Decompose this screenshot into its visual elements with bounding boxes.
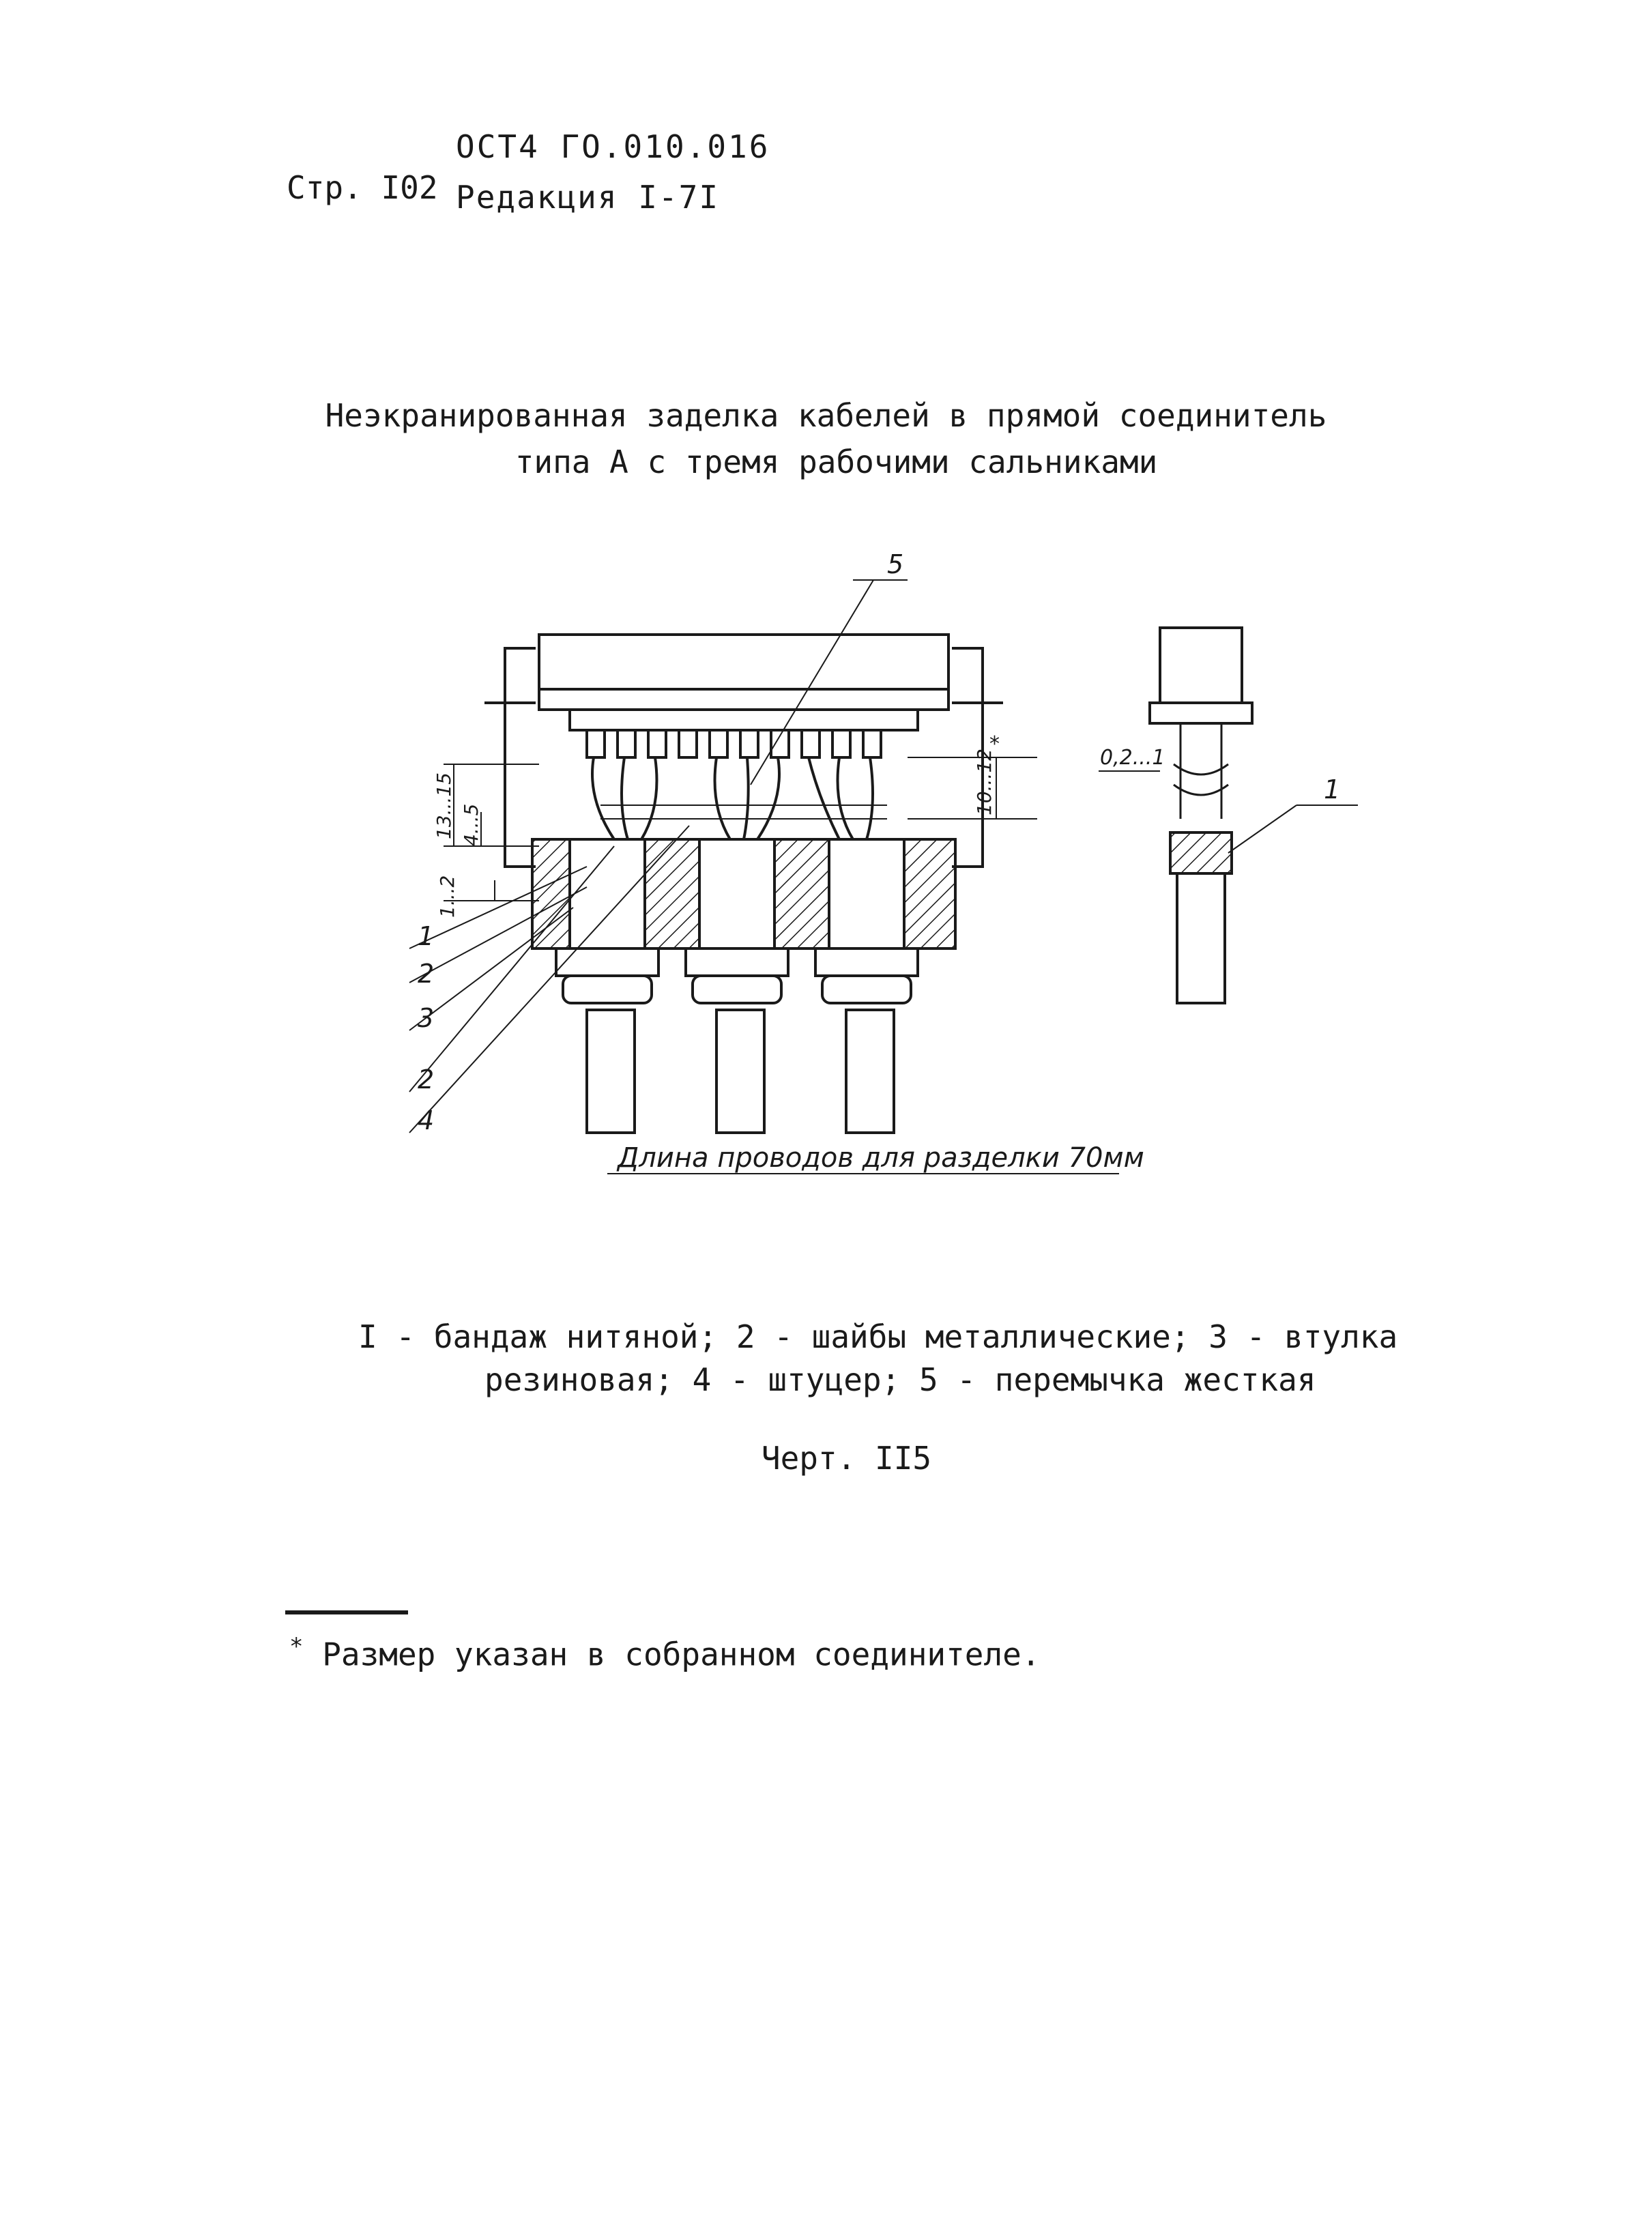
dimension-13-15: 13...15 [433,772,455,839]
callout-2-upper: 2 [418,959,435,989]
footnote-text: Размер указан в собранном соединителе. [322,1636,1041,1673]
callout-2-lower: 2 [418,1064,435,1095]
gland-middle [686,839,788,1133]
callout-1: 1 [418,921,435,951]
dimension-0-2-1: 0,2...1 [1100,746,1165,770]
dimension-10-12: 10...12 [973,749,996,815]
legend-line-2: резиновая; 4 - штуцер; 5 - перемычка жесткая [484,1361,1316,1398]
gland-right [815,839,918,1133]
footnote-rule [285,1610,408,1614]
wire-length-note: Длина проводов для разделки 70мм [618,1142,1144,1174]
footnote [289,1633,1041,1672]
left-bracket [505,648,536,867]
dimension-4-5: 4...5 [460,803,482,846]
side-view-housing [1160,628,1242,703]
gland-left [556,839,658,1133]
side-view-thread-band [1170,832,1232,873]
drawing-title-line-2: типа А с тремя рабочими сальниками [515,444,1158,480]
edition-label: Редакция I-7I [456,179,720,216]
connector-housing [539,635,948,710]
dimension-star: * [989,732,1000,756]
callout-3: 3 [418,1003,435,1033]
legend-line-1: I - бандаж нитяной; 2 - шайбы металлические; 3 - втулка [358,1318,1398,1355]
callout-5: 5 [887,549,904,579]
dimension-1-2: 1...2 [436,875,459,918]
connector-base-plate [570,710,918,730]
standard-code: ОСТ4 ГО.010.016 [456,128,770,165]
footnote-marker: * [289,1633,304,1660]
callout-4: 4 [418,1105,435,1135]
callout-side-1: 1 [1324,774,1341,805]
figure-label: Черт. II5 [761,1440,932,1477]
page-number: Стр. I02 [287,169,438,206]
contact-pins [587,730,881,757]
drawing-title-line-1: Неэкранированная заделка кабелей в прямой соединитель [325,397,1327,434]
